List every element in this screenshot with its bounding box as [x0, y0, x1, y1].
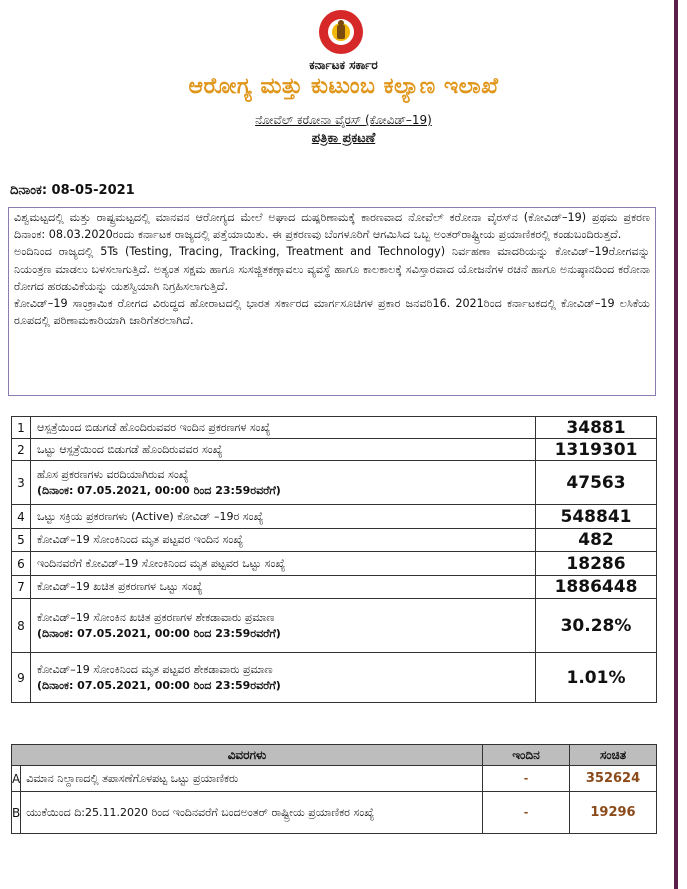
row-label: ಕೋವಿಡ್–19 ಸೋಂಕಿನಿಂದ ಮೃತ ಪಟ್ಟವರ ಇಂದಿನ ಸಂಖ್ಯೆ [31, 529, 536, 552]
government-label: ಕರ್ನಾಟಕ ಸರ್ಕಾರ [309, 58, 378, 72]
table-header-row [12, 745, 657, 766]
paragraph: ವಿಶ್ವಮಟ್ಟದಲ್ಲಿ ಮತ್ತು ರಾಷ್ಟ್ರಮಟ್ಟದಲ್ಲಿ ಮಾನವನ ಆರೋಗ್ಯದ ಮೇಲೆ ಅಘಾದ ದುಷ್ಪರಿಣಾಮಕ್ಕೆ ಕಾರಣವಾದ ನೋವೆಲ್ ಕರೋನಾ ವೈರಸ್‌ನ (ಕೋವಿಡ್–19) ಪ್ರಥಮ ಪ್ರಕರಣ ದಿನಾಂಕ: 08.03.2020ರಂದು ಕರ್ನಾಟಕ ರಾಜ್ಯದಲ್ಲಿ ಪತ್ತೆಯಾಯಿತು. ಈ ಪ್ರಕರಣವು ಬೆಂಗಳೂರಿಗೆ ಆಗಮಿಸಿದ ಒಬ್ಬ ಅಂತರ್‌ರಾಷ್ಟ್ರೀಯ ಪ್ರಯಾಣಿಕರಲ್ಲಿ ಕಂಡುಬಂದಿರುತ್ತದೆ. [14, 211, 650, 242]
cumulative-header: ಸಂಚಿತ [570, 745, 657, 766]
today-header: ಇಂದಿನ [483, 745, 570, 766]
row-value: 1.01% [536, 653, 657, 703]
table-row [12, 417, 657, 439]
table-row [12, 529, 657, 552]
row-note: (ದಿನಾಂಕ: 07.05.2021, 00:00 ರಿಂದ 23:59ರವರೆಗೆ) [37, 678, 281, 692]
press-release-title: ಪತ್ರಿಕಾ ಪ್ರಕಟಣೆ [311, 131, 376, 146]
intro-box [8, 207, 656, 396]
row-number: 2 [12, 439, 31, 461]
row-number: 7 [12, 576, 31, 599]
row-cumulative: 19296 [570, 792, 657, 834]
row-label: ಯುಕೆಯಿಂದ ದಿ:25.11.2020 ರಿಂದ ಇಂದಿನವರೆಗೆ ಬಂದಅಂತರ್ ರಾಷ್ಟ್ರೀಯ ಪ್ರಯಾಣಿಕರ ಸಂಖ್ಯೆ [21, 792, 483, 834]
row-cumulative: 352624 [570, 766, 657, 792]
row-value: 482 [536, 529, 657, 552]
row-value: 30.28% [536, 599, 657, 653]
karnataka-emblem-icon [318, 8, 364, 56]
table-row [12, 766, 657, 792]
row-number: 1 [12, 417, 31, 439]
row-today: - [483, 792, 570, 834]
details-header: ವಿವರಗಳು [12, 745, 483, 766]
row-number: 5 [12, 529, 31, 552]
table-row [12, 599, 657, 653]
release-date: ದಿನಾಂಕ: 08-05-2021 [10, 183, 135, 198]
subtitle: ನೋವೆಲ್ ಕರೋನಾ ವೈರಸ್ (ಕೋವಿಡ್–19) [255, 113, 432, 127]
row-number: 6 [12, 552, 31, 576]
table-row [12, 576, 657, 599]
row-label: ಆಸ್ಪತ್ರೆಯಿಂದ ಬಿಡುಗಡೆ ಹೊಂದಿರುವವರ ಇಂದಿನ ಪ್ರಕರಣಗಳ ಸಂಖ್ಯೆ [31, 417, 536, 439]
row-label: ಕೋವಿಡ್–19 ಸೋಂಕಿನ ಖಚಿತ ಪ್ರಕರಣಗಳ ಶೇಕಡಾವಾರು ಪ್ರಮಾಣ (ದಿನಾಂಕ: 07.05.2021, 00:00 ರಿಂದ 23:59ರವರೆಗೆ) [31, 599, 536, 653]
paragraph: ಅಂದಿನಿಂದ ರಾಜ್ಯದಲ್ಲಿ 5Ts (Testing, Tracing, Tracking, Treatment and Technology) ನಿರ್ವಹಣಾ ಮಾದರಿಯನ್ನು ಕೋವಿಡ್–19ರೋಗವನ್ನು ನಿಯಂತ್ರಣ ಮಾಡಲು ಬಳಸಲಾಗುತ್ತಿದೆ. ಅತ್ಯಂತ ಸಕ್ಷಮ ಹಾಗೂ ಸುಸಜ್ಜಿತಕಣ್ಗಾವಲು ವ್ಯವಸ್ಥೆ ಹಾಗೂ ಕಾಲಕಾಲಕ್ಕೆ ಸವಿಸ್ತಾರವಾದ ಯೋಜನೆಗಳ ರಚನೆ ಹಾಗೂ ಅನುಷ್ಠಾನದಿಂದ ಕರೋನಾ ರೋಗದ ಹರಡುವಿಕೆಯನ್ನು ಯಶಸ್ವಿಯಾಗಿ ನಿಗ್ರಹಿಸಲಾಗುತ್ತಿದೆ. [14, 245, 650, 293]
travel-table [11, 744, 657, 834]
table-row [12, 792, 657, 834]
row-label: ಕೋವಿಡ್–19 ಸೋಂಕಿನಿಂದ ಮೃತ ಪಟ್ಟವರ ಶೇಕಡಾವಾರು ಪ್ರಮಾಣ (ದಿನಾಂಕ: 07.05.2021, 00:00 ರಿಂದ 23:59ರವರೆಗೆ) [31, 653, 536, 703]
row-number: 3 [12, 461, 31, 505]
row-id: A [12, 766, 21, 792]
row-value: 1886448 [536, 576, 657, 599]
paragraph: ಕೋವಿಡ್–19 ಸಾಂಕ್ರಾಮಿಕ ರೋಗದ ವಿರುದ್ಧದ ಹೋರಾಟದಲ್ಲಿ ಭಾರತ ಸರ್ಕಾರದ ಮಾರ್ಗಸೂಚಿಗಳ ಪ್ರಕಾರ ಜನವರಿ16. 2021ರಿಂದ ಕರ್ನಾಟಕದಲ್ಲಿ ಕೋವಿಡ್–19 ಲಸಿಕೆಯ ರೂಪದಲ್ಲಿ ಪರಿಣಾಮಕಾರಿಯಾಗಿ ಜಾರಿಗೆತರಲಾಗಿದೆ. [14, 297, 650, 328]
row-label: ಇಂದಿನವರೆಗೆ ಕೋವಿಡ್–19 ಸೋಂಕಿನಿಂದ ಮೃತ ಪಟ್ಟವರ ಒಟ್ಟು ಸಂಖ್ಯೆ [31, 552, 536, 576]
row-label: ಹೊಸ ಪ್ರಕರಣಗಳು ವರದಿಯಾಗಿರುವ ಸಂಖ್ಯೆ (ದಿನಾಂಕ: 07.05.2021, 00:00 ರಿಂದ 23:59ರವರೆಗೆ) [31, 461, 536, 505]
row-note: (ದಿನಾಂಕ: 07.05.2021, 00:00 ರಿಂದ 23:59ರವರೆಗೆ) [37, 626, 281, 640]
row-number: 4 [12, 505, 31, 529]
row-value: 18286 [536, 552, 657, 576]
department-title: ಆರೋಗ್ಯ ಮತ್ತು ಕುಟುಂಬ ಕಲ್ಯಾಣ ಇಲಾಖೆ [188, 74, 499, 99]
row-value: 1319301 [536, 439, 657, 461]
table-row [12, 461, 657, 505]
row-number: 8 [12, 599, 31, 653]
row-number: 9 [12, 653, 31, 703]
row-id: B [12, 792, 21, 834]
row-label: ಕೋವಿಡ್–19 ಖಚಿತ ಪ್ರಕರಣಗಳ ಒಟ್ಟು ಸಂಖ್ಯೆ [31, 576, 536, 599]
row-value: 47563 [536, 461, 657, 505]
row-value: 34881 [536, 417, 657, 439]
row-value: 548841 [536, 505, 657, 529]
table-row [12, 505, 657, 529]
covid-stats-table [11, 416, 657, 703]
row-label: ಒಟ್ಟು ಸಕ್ರಿಯ ಪ್ರಕರಣಗಳು (Active) ಕೋವಿಡ್ –19ರ ಸಂಖ್ಯೆ [31, 505, 536, 529]
table-row [12, 439, 657, 461]
table-row [12, 552, 657, 576]
row-label: ಒಟ್ಟು ಆಸ್ಪತ್ರೆಯಿಂದ ಬಿಡುಗಡೆ ಹೊಂದಿರುವವರ ಸಂಖ್ಯೆ [31, 439, 536, 461]
row-today: - [483, 766, 570, 792]
table-row [12, 653, 657, 703]
row-label: ವಿಮಾನ ನಿಲ್ದಾಣದಲ್ಲಿ ತಪಾಸಣೆಗೊಳಪಟ್ಟ ಒಟ್ಟು ಪ್ರಯಾಣಿಕರು [21, 766, 483, 792]
row-note: (ದಿನಾಂಕ: 07.05.2021, 00:00 ರಿಂದ 23:59ರವರೆಗೆ) [37, 483, 281, 497]
